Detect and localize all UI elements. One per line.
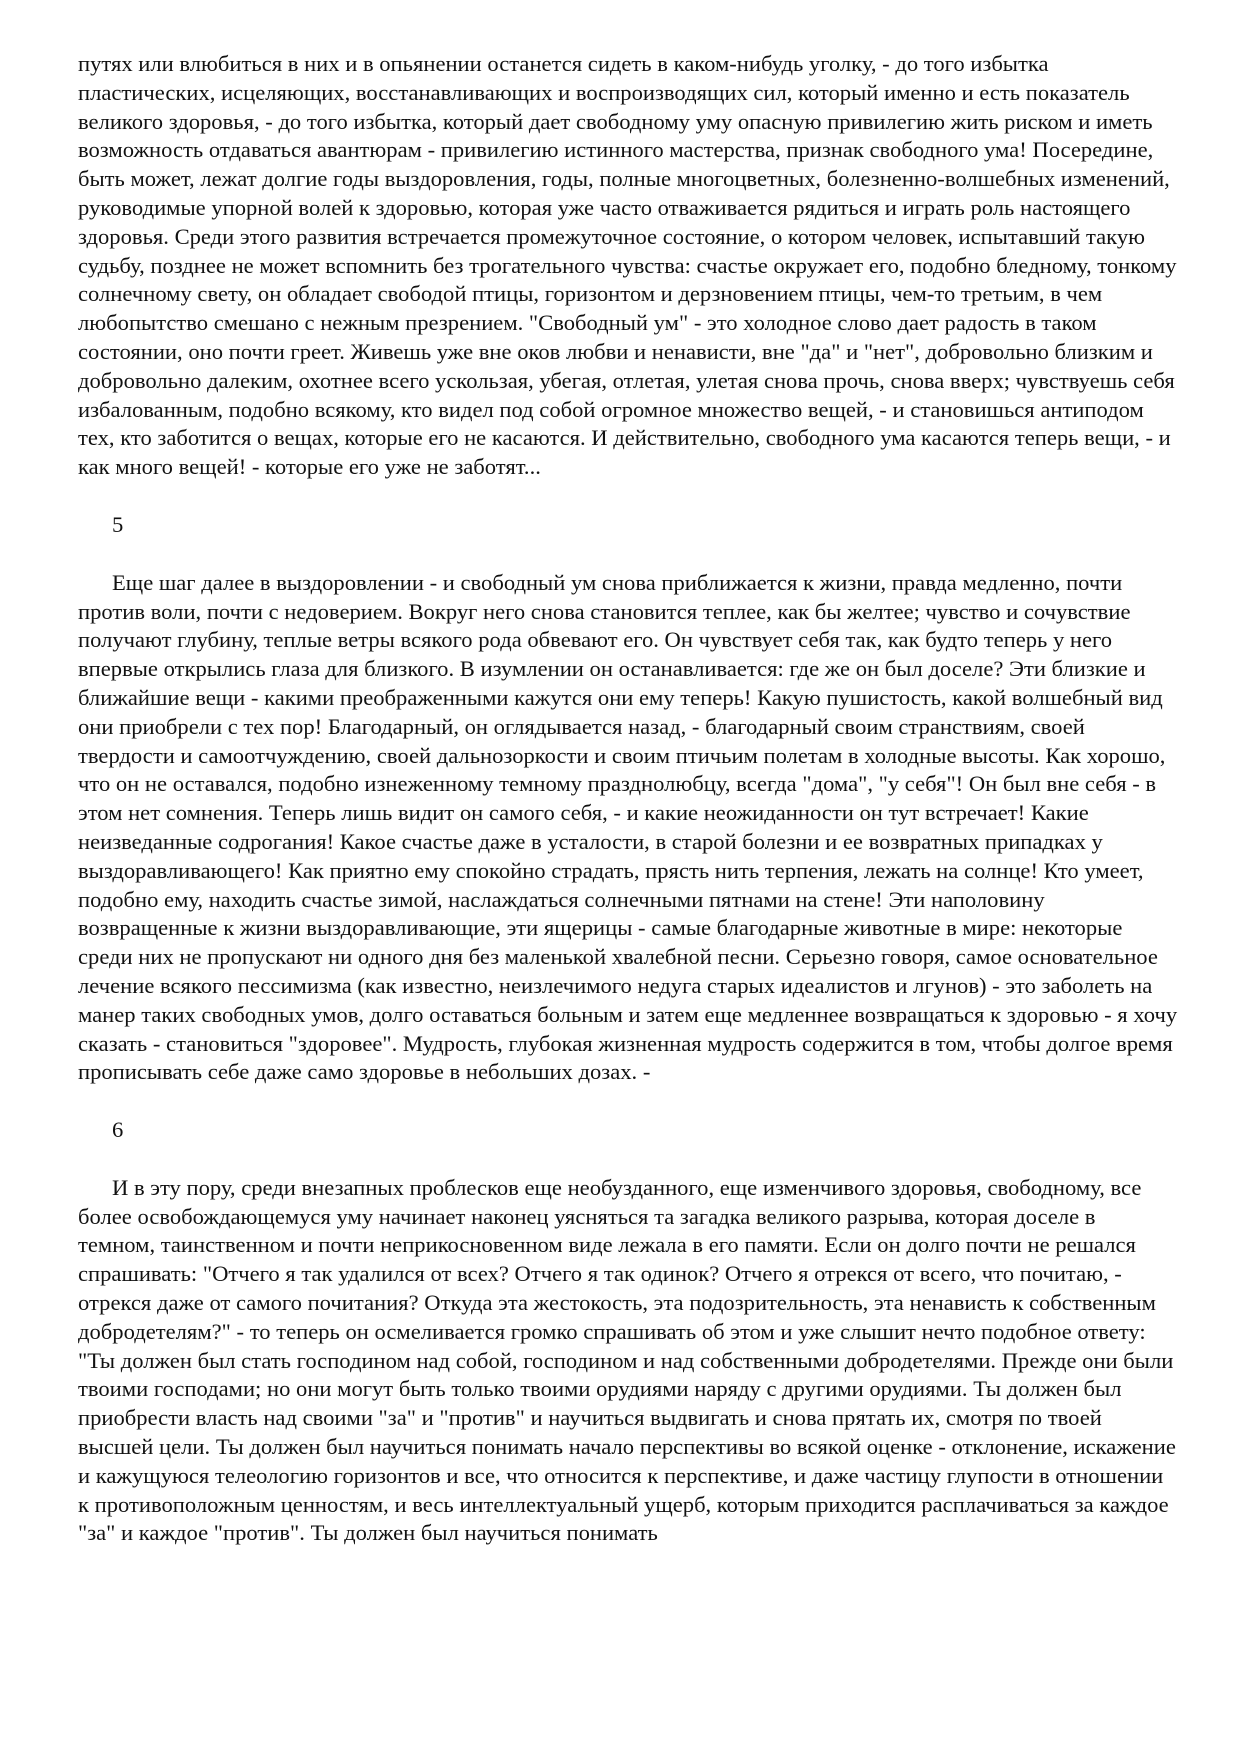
paragraph-gap — [78, 540, 1178, 569]
paragraph-gap — [78, 1087, 1178, 1116]
section-number-6: 6 — [112, 1117, 124, 1143]
paragraph-section-5: Еще шаг далее в выздоровлении - и свободный ум снова приближается к жизни, правда медленно, почти против воли, почти с недоверием. Вокруг него снова становится теплее, как бы желтее; чувство и сочувствие получают глубину, теплые ветры всякого рода обвевают его. Он чувствует себя так, как будто теперь у него впервые открылись глаза для близкого. В изумлении он останавливается: где же он был доселе? Эти близкие и ближайшие вещи - какими преображенными кажутся они ему теперь! Какую пушистость, какой волшебный вид они приобрели с тех пор! Благодарный, он оглядывается назад, - благодарный своим странствиям, своей твердости и самоотчуждению, своей дальнозоркости и своим птичьим полетам в холодные высоты. Как хорошо, что он не оставался, подобно изнеженному темному празднолюбцу, всегда "дома", "у себя"! Он был вне себя - в этом нет сомнения. Теперь лишь видит он самого себя, - и какие неожиданности он тут встречает! Какие неизведанные содрогания! Какое счастье даже в усталости, в старой болезни и ее возвратных припадках у выздоравливающего! Как приятно ему спокойно страдать, прясть нить терпения, лежать на солнце! Кто умеет, подобно ему, находить счастье зимой, наслаждаться солнечными пятнами на стене! Эти наполовину возвращенные к жизни выздоравливающие, эти ящерицы - самые благодарные животные в мире: некоторые среди них не пропускают ни одного дня без маленькой хвалебной песни. Серьезно говоря, самое основательное лечение всякого пессимизма (как известно, неизлечимого недуга старых идеалистов и лгунов) - это заболеть на манер таких свободных умов, долго оставаться больным и затем еще медленнее возвращаться к здоровью - я хочу сказать - становиться "здоровее". Мудрость, глубокая жизненная мудрость содержится в том, чтобы долгое время прописывать себе даже само здоровье в небольших дозах. - — [78, 569, 1178, 1085]
paragraph-gap — [78, 1145, 1178, 1174]
document-page — [78, 50, 1178, 1548]
section-number-5: 5 — [112, 511, 124, 537]
paragraph-continuation: путях или влюбиться в них и в опьянении останется сидеть в каком-нибудь уголку, - до того избытка пластических, исцеляющих, восстанавливающих и воспроизводящих сил, который именно и есть показатель великого здоровья, - до того избытка, который дает свободному уму опасную привилегию жить риском и иметь возможность отдаваться авантюрам - привилегию истинного мастерства, признак свободного ума! Посередине, быть может, лежат долгие годы выздоровления, годы, полные многоцветных, болезненно-волшебных изменений, руководимые упорной волей к здоровью, которая уже часто отваживается рядиться и играть роль настоящего здоровья. Среди этого развития встречается промежуточное состояние, о котором человек, испытавший такую судьбу, позднее не может вспомнить без трогательного чувства: счастье окружает его, подобно бледному, тонкому солнечному свету, он обладает свободой птицы, горизонтом и дерзновением птицы, чем-то третьим, в чем любопытство смешано с нежным презрением. "Свободный ум" - это холодное слово дает радость в таком состоянии, оно почти греет. Живешь уже вне оков любви и ненависти, вне "да" и "нет", добровольно близким и добровольно далеким, охотнее всего ускользая, убегая, отлетая, улетая снова прочь, снова вверх; чувствуешь себя избалованным, подобно всякому, кто видел под собой огромное множество вещей, - и становишься антиподом тех, кто заботится о вещах, которые его не касаются. И действительно, свободного ума касаются теперь вещи, - и как много вещей! - которые его уже не заботят... — [78, 51, 1177, 480]
paragraph-section-6: И в эту пору, среди внезапных проблесков еще необузданного, еще изменчивого здоровья, свободному, все более освобождающемуся уму начинает наконец уясняться та загадка великого разрыва, которая доселе в темном, таинственном и почти неприкосновенном виде лежала в его памяти. Если он долго почти не решался спрашивать: "Отчего я так удалился от всех? Отчего я так одинок? Отчего я отрекся от всего, что почитаю, - отрекся даже от самого почитания? Откуда эта жестокость, эта подозрительность, эта ненависть к собственным добродетелям?" - то теперь он осмеливается громко спрашивать об этом и уже слышит нечто подобное ответу: "Ты должен был стать господином над собой, господином и над собственными добродетелями. Прежде они были твоими господами; но они могут быть только твоими орудиями наряду с другими орудиями. Ты должен был приобрести власть над своими "за" и "против" и научиться выдвигать и снова прятать их, смотря по твоей высшей цели. Ты должен был научиться понимать начало перспективы во всякой оценке - отклонение, искажение и кажущуюся телеологию горизонтов и все, что относится к перспективе, и даже частицу глупости в отношении к противоположным ценностям, и весь интеллектуальный ущерб, которым приходится расплачиваться за каждое "за" и каждое "против". Ты должен был научиться понимать — [78, 1174, 1176, 1546]
paragraph-gap — [78, 482, 1178, 511]
